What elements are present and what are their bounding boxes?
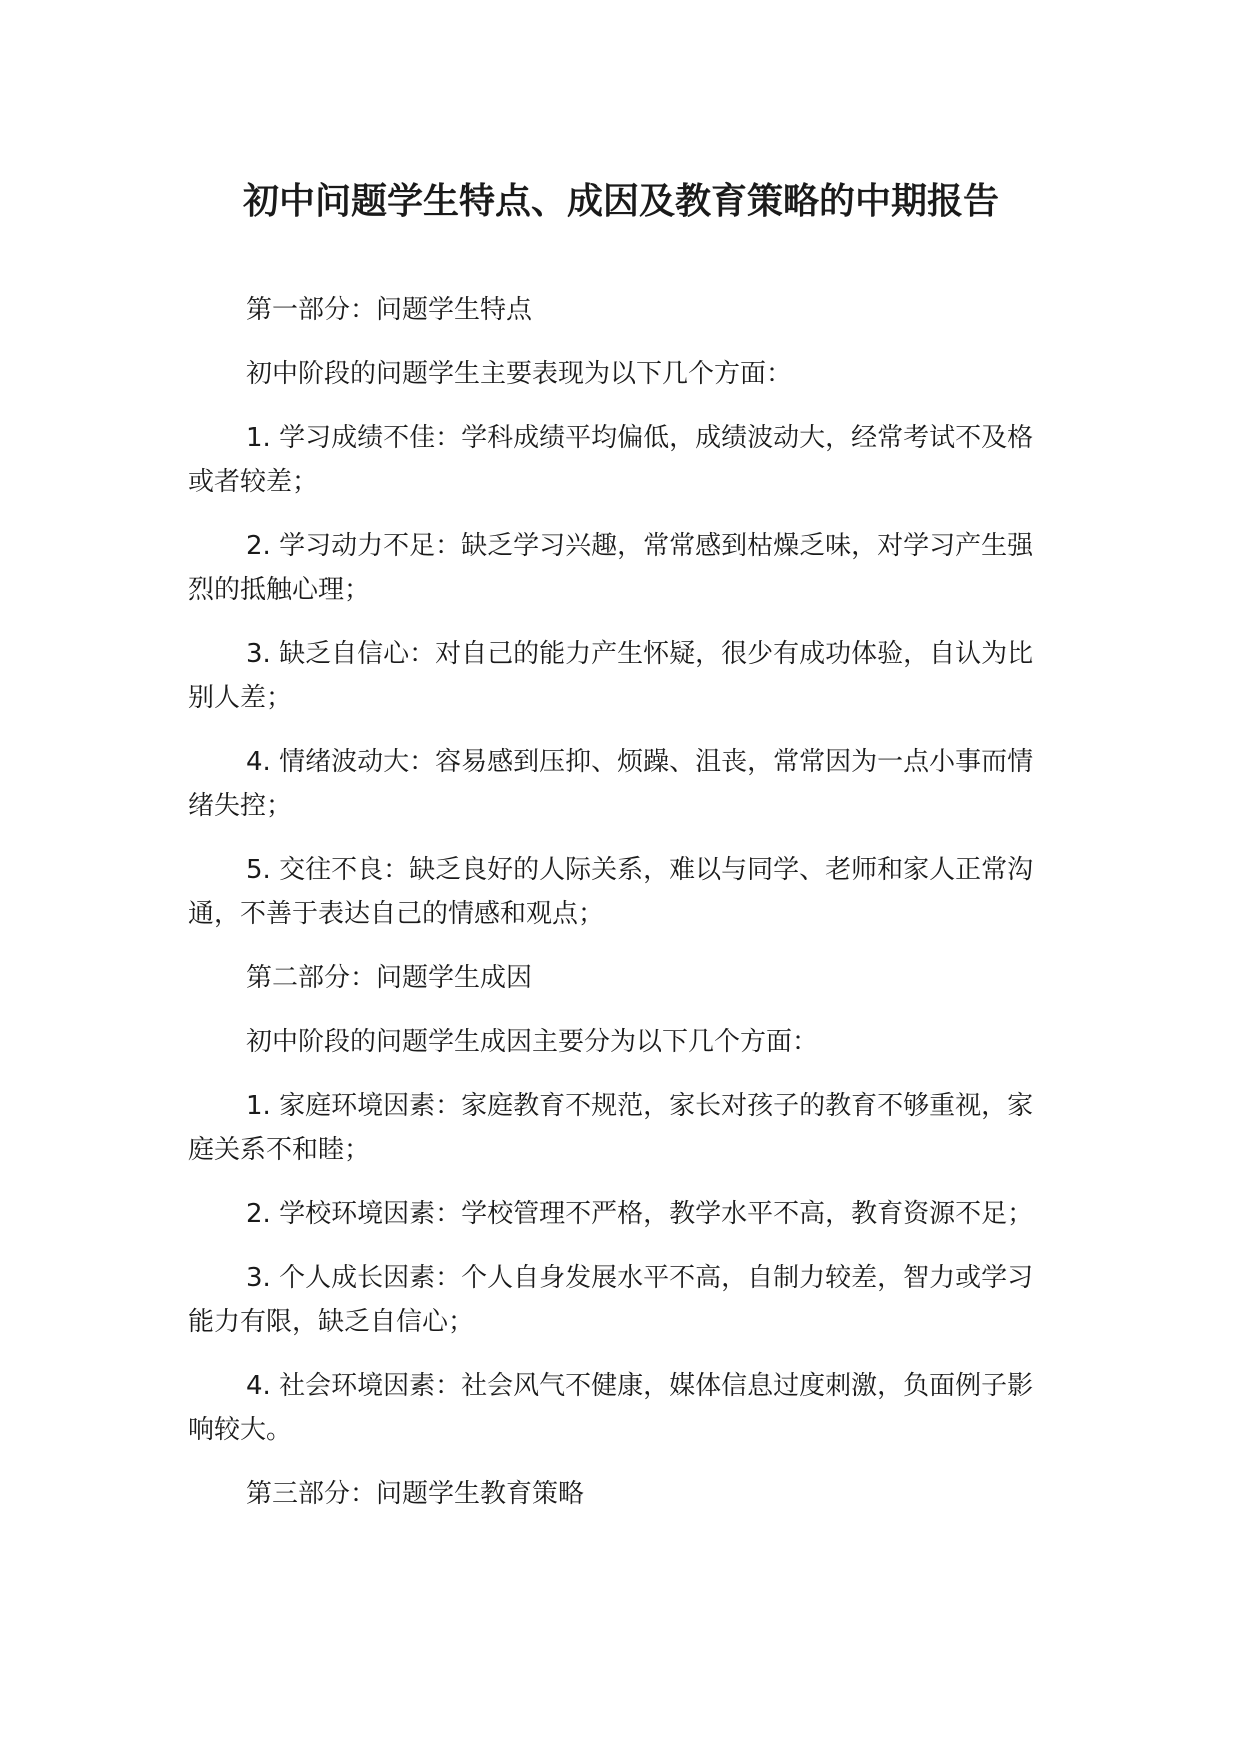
section-heading-3: 第三部分：问题学生教育策略	[246, 1479, 585, 1509]
document-title: 初中问题学生特点、成因及教育策略的中期报告	[242, 181, 999, 222]
document-body	[188, 288, 1054, 1516]
list-item: 1. 家庭环境因素：家庭教育不规范，家长对孩子的教育不够重视，家庭关系不和睦；	[188, 1091, 1034, 1165]
paragraph: 初中阶段的问题学生主要表现为以下几个方面：	[246, 359, 793, 389]
list-item: 3. 缺乏自信心：对自己的能力产生怀疑，很少有成功体验，自认为比别人差；	[188, 639, 1034, 713]
list-item: 5. 交往不良：缺乏良好的人际关系，难以与同学、老师和家人正常沟通，不善于表达自己的情感和观点；	[188, 855, 1034, 929]
section-heading-2: 第二部分：问题学生成因	[246, 963, 533, 993]
list-item: 4. 情绪波动大：容易感到压抑、烦躁、沮丧，常常因为一点小事而情绪失控；	[188, 747, 1034, 821]
section-heading-1: 第一部分：问题学生特点	[246, 295, 533, 325]
paragraph: 初中阶段的问题学生成因主要分为以下几个方面：	[246, 1027, 819, 1057]
list-item: 2. 学校环境因素：学校管理不严格，教学水平不高，教育资源不足；	[246, 1199, 1034, 1229]
list-item: 4. 社会环境因素：社会风气不健康，媒体信息过度刺激，负面例子影响较大。	[188, 1371, 1034, 1445]
list-item: 3. 个人成长因素：个人自身发展水平不高，自制力较差，智力或学习能力有限，缺乏自信心；	[188, 1263, 1034, 1337]
list-item: 2. 学习动力不足：缺乏学习兴趣，常常感到枯燥乏味，对学习产生强烈的抵触心理；	[188, 531, 1034, 605]
list-item: 1. 学习成绩不佳：学科成绩平均偏低，成绩波动大，经常考试不及格或者较差；	[188, 423, 1034, 497]
